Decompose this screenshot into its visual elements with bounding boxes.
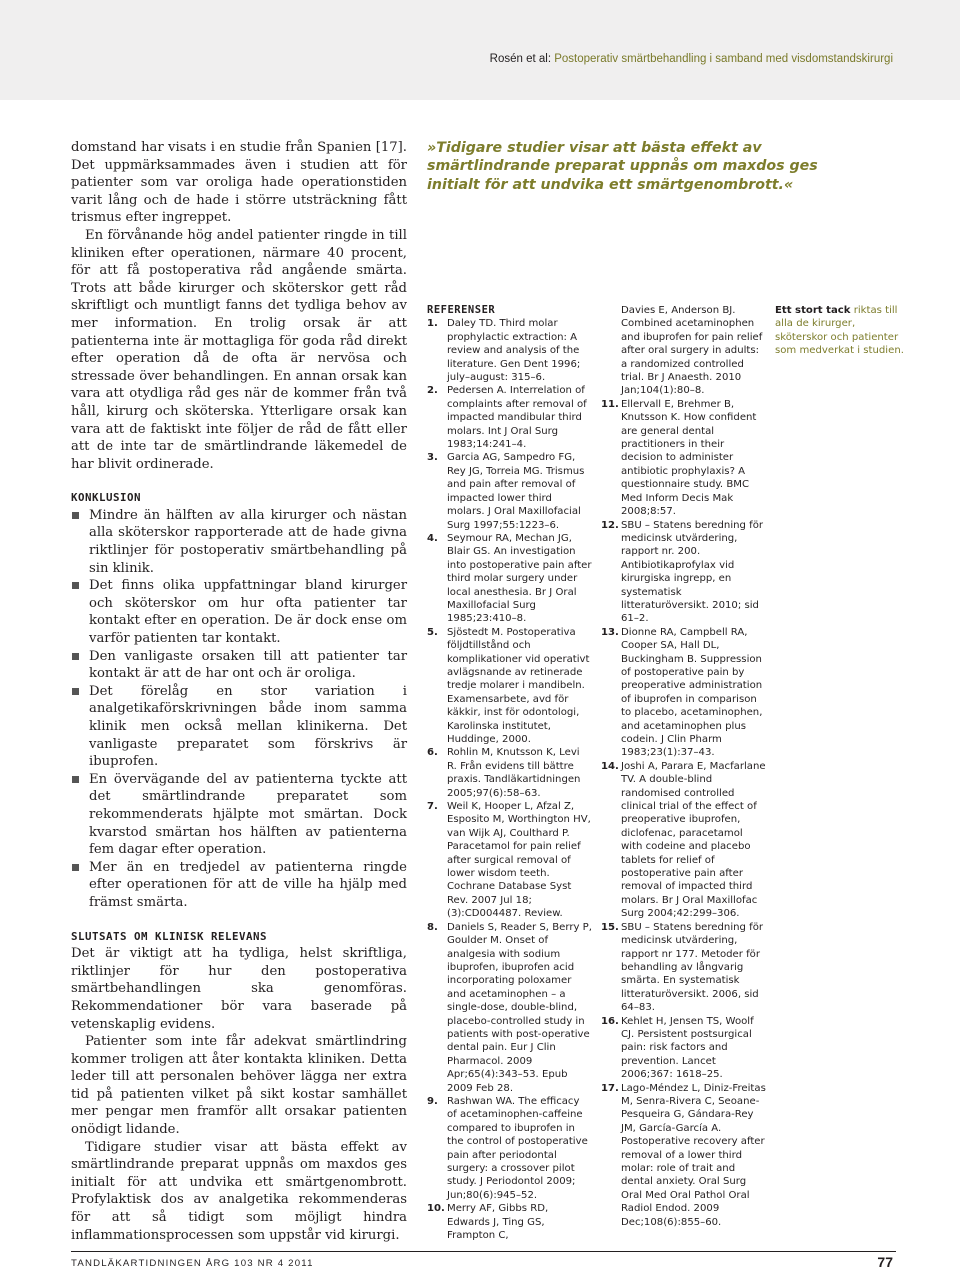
body-paragraph-2: En förvånande hög andel patienter ringde in till kliniken efter operationen, närmare 40 procent, för att få postoperativa råd angående smärta. Trots att både kirurger och sköterskor gett råd skriftligt och muntligt fanns det tydliga behov av mer information. En trolig orsak är att patienterna inte är mottagliga för goda råd direkt efter operation då de ofta är nervösa och stressade över behandlingen. En annan orsak kan vara att otydliga råd ges när de kommer från två håll, kirurg och sköterska. Ytterligare orsak kan vara att de faktiskt inte följer de råd de fått eller att de inte tar de smärtlindrande läkemedel de har blivit ordinerade. xyxy=(71,227,407,472)
reference-item: 9. Rashwan WA. The efficacy of acetaminophen-caffeine compared to ibuprofen in the control of postoperative pain after periodontal surgery: a crossover pilot study. J Periodontol 2009; Jun;80(6):945–52. xyxy=(427,1095,588,1201)
bullet-square-icon xyxy=(72,653,79,660)
bullet-square-icon xyxy=(72,776,79,783)
reference-item: 11. Ellervall E, Brehmer B, Knutsson K. How confident are general dental practitioners in their decision to administer antibiotic prophylaxis? A questionnaire study. BMC Med Inform Decis Mak 2008;8:57. xyxy=(601,398,757,518)
konklusion-list xyxy=(71,507,407,912)
reference-item: 14. Joshi A, Parara E, Macfarlane TV. A double-blind randomised controlled clinical trial of the effect of preoperative ibuprofen, diclofenac, paracetamol with codeine and placebo tablets for relief of postoperative pain after removal of impacted third molars. Br J Oral Maxillofac Surg 2004;42:299–306. xyxy=(601,760,766,920)
references-column-1 xyxy=(427,304,592,1242)
reference-item: 13. Dionne RA, Campbell RA, Cooper SA, Hall DL, Buckingham B. Suppression of postoperative pain by preoperative administration of ibuprofen in comparison to placebo, acetaminophen, and acetaminophen plus codein. J Clin Pharm 1983;23(1):37–43. xyxy=(601,626,763,759)
reference-item: 2. Pedersen A. Interrelation of complaints after removal of impacted mandibular third molars. Int J Oral Surg 1983;14:241–4. xyxy=(427,385,587,451)
konklusion-heading: KONKLUSION xyxy=(71,491,142,505)
body-column xyxy=(71,139,407,1244)
bullet-square-icon xyxy=(72,688,79,695)
footer-journal: TANDLÄKARTIDNINGEN ÅRG 103 NR 4 2011 xyxy=(71,1258,314,1269)
list-item: Mindre än hälften av alla kirurger och nästan alla sköterskor rapporterade att de hade givna riktlinjer för postoperativ smärtbehandling på sin klinik. xyxy=(71,507,407,577)
slutsats-paragraph-3: Tidigare studier visar att bästa effekt av smärtlindrande preparat uppnås om maxdos ges initialt för att undvika ett smärtgenombrott. Profylaktisk dos av analgetika rekommenderas för att så tidigt som möjligt hindra inflammationsprocessen som uppstår vid kirurgi. xyxy=(71,1139,407,1243)
body-paragraph-1: domstand har visats i en studie från Spanien [17]. Det uppmärksammades även i studien att för patienter som var oroliga hade operationstiden varit lång och de hade i större utsträckning fått trismus efter ingreppet. xyxy=(71,140,407,226)
running-head xyxy=(490,53,893,65)
list-item: Det finns olika uppfattningar bland kirurger och sköterskor om hur ofta patienter tar kontakt efter en operation. De är dock ense om varför patienten tar kontakt. xyxy=(71,577,407,647)
running-head-authors: Rosén et al: xyxy=(489,53,552,65)
references-column-2 xyxy=(601,304,766,1229)
reference-item: 3. Garcia AG, Sampedro FG, Rey JG, Torreia MG. Trismus and pain after removal of impacted lower third molars. J Oral Maxillofacial Surg 1997;55:1223–6. xyxy=(427,452,585,531)
reference-item: 17. Lago-Méndez L, Diniz-Freitas M, Senra-Rivera C, Seoane-Pesqueira G, Gándara-Rey JM, García-García A. Postoperative recovery after removal of a lower third molar: role of trait and dental anxiety. Oral Surg Oral Med Oral Pathol Oral Radiol Endod. 2009 Dec;108(6):855–60. xyxy=(601,1082,766,1228)
reference-item: 7. Weil K, Hooper L, Afzal Z, Esposito M, Worthington HV, van Wijk AJ, Coulthard P. Paracetamol for pain relief after surgical removal of lower wisdom teeth. Cochrane Database Syst Rev. 2007 Jul 18;(3):CD004487. Review. xyxy=(427,801,591,920)
list-item: Det förelåg en stor variation i analgetikaförskrivningen både inom samma klinik men också mellan klinikerna. Det vanligaste preparatet som förskrivs är ibuprofen. xyxy=(71,683,407,771)
reference-item: 6. Rohlin M, Knutsson K, Levi R. Från evidens till bättre praxis. Tandläkartidningen 2005;97(6):58–63. xyxy=(427,747,581,799)
page-number: 77 xyxy=(877,1254,893,1270)
reference-item: 15. SBU – Statens beredning för medicinsk utvärdering, rapport nr 177. Metoder för behandling av långvarig smärta. En systematisk litteraturöversikt. 2006, sid 64–83. xyxy=(601,921,764,1014)
reference-item: 10. Merry AF, Gibbs RD, Edwards J, Ting GS, Frampton C, xyxy=(427,1203,549,1242)
reference-item: 1. Daley TD. Third molar prophylactic extraction: A review and analysis of the literature. Gen Dent 1996; july–august: 315–6. xyxy=(427,318,581,384)
pull-quote: »Tidigare studier visar att bästa effekt av smärtlindrande preparat uppnås om maxdos ges initialt för att undvika ett smärtgenombrott.« xyxy=(427,140,818,193)
caption-bold: Ett stort tack xyxy=(775,305,851,316)
acknowledgement-caption xyxy=(775,304,905,358)
reference-item: 12. SBU – Statens beredning för medicinsk utvärdering, rapport nr. 200. Antibiotikaprofylax vid kirurgiska ingrepp, en systematisk litteraturöversikt. 2010; sid 61–2. xyxy=(601,519,764,625)
reference-item: 4. Seymour RA, Mechan JG, Blair GS. An investigation into postoperative pain after third molar surgery under local anesthesia. Br J Oral Maxillofacial Surg 1985;23:410–8. xyxy=(427,532,592,625)
reference-item: 8. Daniels S, Reader S, Berry P, Goulder M. Onset of analgesia with sodium ibuprofen, ibuprofen acid incorporating poloxamer and acetaminophen – a single-dose, double-blind, placebo-controlled study in patients with post-operative dental pain. Eur J Clin Pharmacol. 2009 Apr;65(4):343–53. Epub 2009 Feb 28. xyxy=(427,921,592,1094)
bullet-square-icon xyxy=(72,582,79,589)
reference-item-continued: Davies E, Anderson BJ. Combined acetaminophen and ibuprofen for pain relief after oral surgery in adults: a randomized controlled trial. Br J Anaesth. 2010 Jan;104(1):80–8. xyxy=(621,305,763,397)
bullet-square-icon xyxy=(72,512,79,519)
list-item: En övervägande del av patienterna tyckte att det smärtlindrande preparatet som rekommenderats hjälpte mot smärtan. Dock kvarstod smärtan hos hälften av patienterna fem dagar efter operation. xyxy=(71,771,407,859)
slutsats-paragraph-2: Patienter som inte får adekvat smärtlindring kommer troligen att åter kontakta kliniken. Detta leder till att personalen behöver lägga ner extra tid på patienten vilket på sikt kostar samhället mer pengar men framför allt orsakar patienten onödigt lidande. xyxy=(71,1034,407,1138)
running-head-title: Postoperativ smärtbehandling i samband med visdomstandskirurgi xyxy=(554,53,893,65)
header-band xyxy=(0,0,960,100)
footer-divider xyxy=(71,1251,896,1252)
reference-item: 16. Kehlet H, Jensen TS, Woolf CJ. Persistent postsurgical pain: risk factors and prevention. Lancet 2006;367: 1618–25. xyxy=(601,1015,754,1081)
references-heading: REFERENSER xyxy=(427,304,496,316)
list-item: Den vanligaste orsaken till att patienter tar kontakt är att de har ont och är oroliga. xyxy=(71,648,407,683)
list-item: Mer än en tredjedel av patienterna ringde efter operationen för att de ville ha hjälp med främst smärta. xyxy=(71,859,407,912)
reference-item: 5. Sjöstedt M. Postoperativa följdtillstånd och komplikationer vid operativt avlägsnande av retinerade tredje molarer i mandibeln. Examensarbete, avd för käkkir, inst för odontologi, Karolinska institutet, Huddinge, 2000. xyxy=(427,626,590,745)
bullet-square-icon xyxy=(72,864,79,871)
caption-text: riktas till alla de kirurger, sköterskor och patienter som medverkat i studien. xyxy=(775,305,904,357)
slutsats-heading: SLUTSATS OM KLINISK RELEVANS xyxy=(71,929,268,943)
slutsats-paragraph-1: Det är viktigt att ha tydliga, helst skriftliga, riktlinjer för hur den postoperativa smärtbehandlingen ska genomföras. Rekommendationer bör vara baserade på vetenskaplig evidens. xyxy=(71,946,407,1032)
